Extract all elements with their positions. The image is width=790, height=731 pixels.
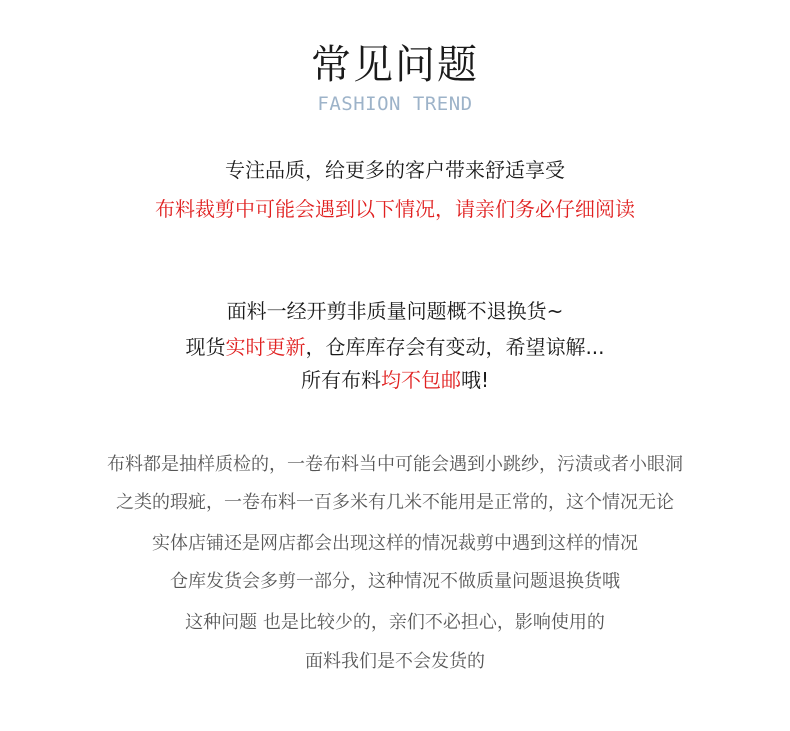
notice-line-3-start: 所有布料 <box>300 368 381 392</box>
page-subtitle: FASHION TREND <box>317 93 473 115</box>
notice-line-2-start: 现货 <box>185 335 226 359</box>
detail-line-6: 面料我们是不会发货的 <box>305 651 485 672</box>
notice-line-3-highlight: 均不包邮 <box>380 368 461 392</box>
warning-text: 布料裁剪中可能会遇到以下情况，请亲们务必仔细阅读 <box>155 197 635 221</box>
detail-line-3: 实体店铺还是网店都会出现这样的情况裁剪中遇到这样的情况 <box>152 533 638 554</box>
detail-line-2: 之类的瑕疵，一卷布料一百多米有几米不能用是正常的，这个情况无论 <box>116 492 674 513</box>
notice-line-2-highlight: 实时更新 <box>225 335 306 359</box>
notice-line-3 <box>0 366 790 394</box>
notice-line-1: 面料一经开剪非质量问题概不退换货~ <box>226 299 564 323</box>
detail-line-1: 布料都是抽样质检的，一卷布料当中可能会遇到小跳纱，污渍或者小眼洞 <box>107 454 683 475</box>
notice-line-2 <box>0 333 790 361</box>
notice-line-2-end: ，仓库库存会有变动，希望谅解... <box>305 335 605 359</box>
tagline: 专注品质，给更多的客户带来舒适享受 <box>225 158 565 182</box>
detail-line-4: 仓库发货会多剪一部分，这种情况不做质量问题退换货哦 <box>170 571 620 592</box>
notice-line-3-end: 哦! <box>460 368 490 392</box>
detail-line-5: 这种问题 也是比较少的，亲们不必担心，影响使用的 <box>185 612 605 633</box>
page-title: 常见问题 <box>311 42 479 88</box>
